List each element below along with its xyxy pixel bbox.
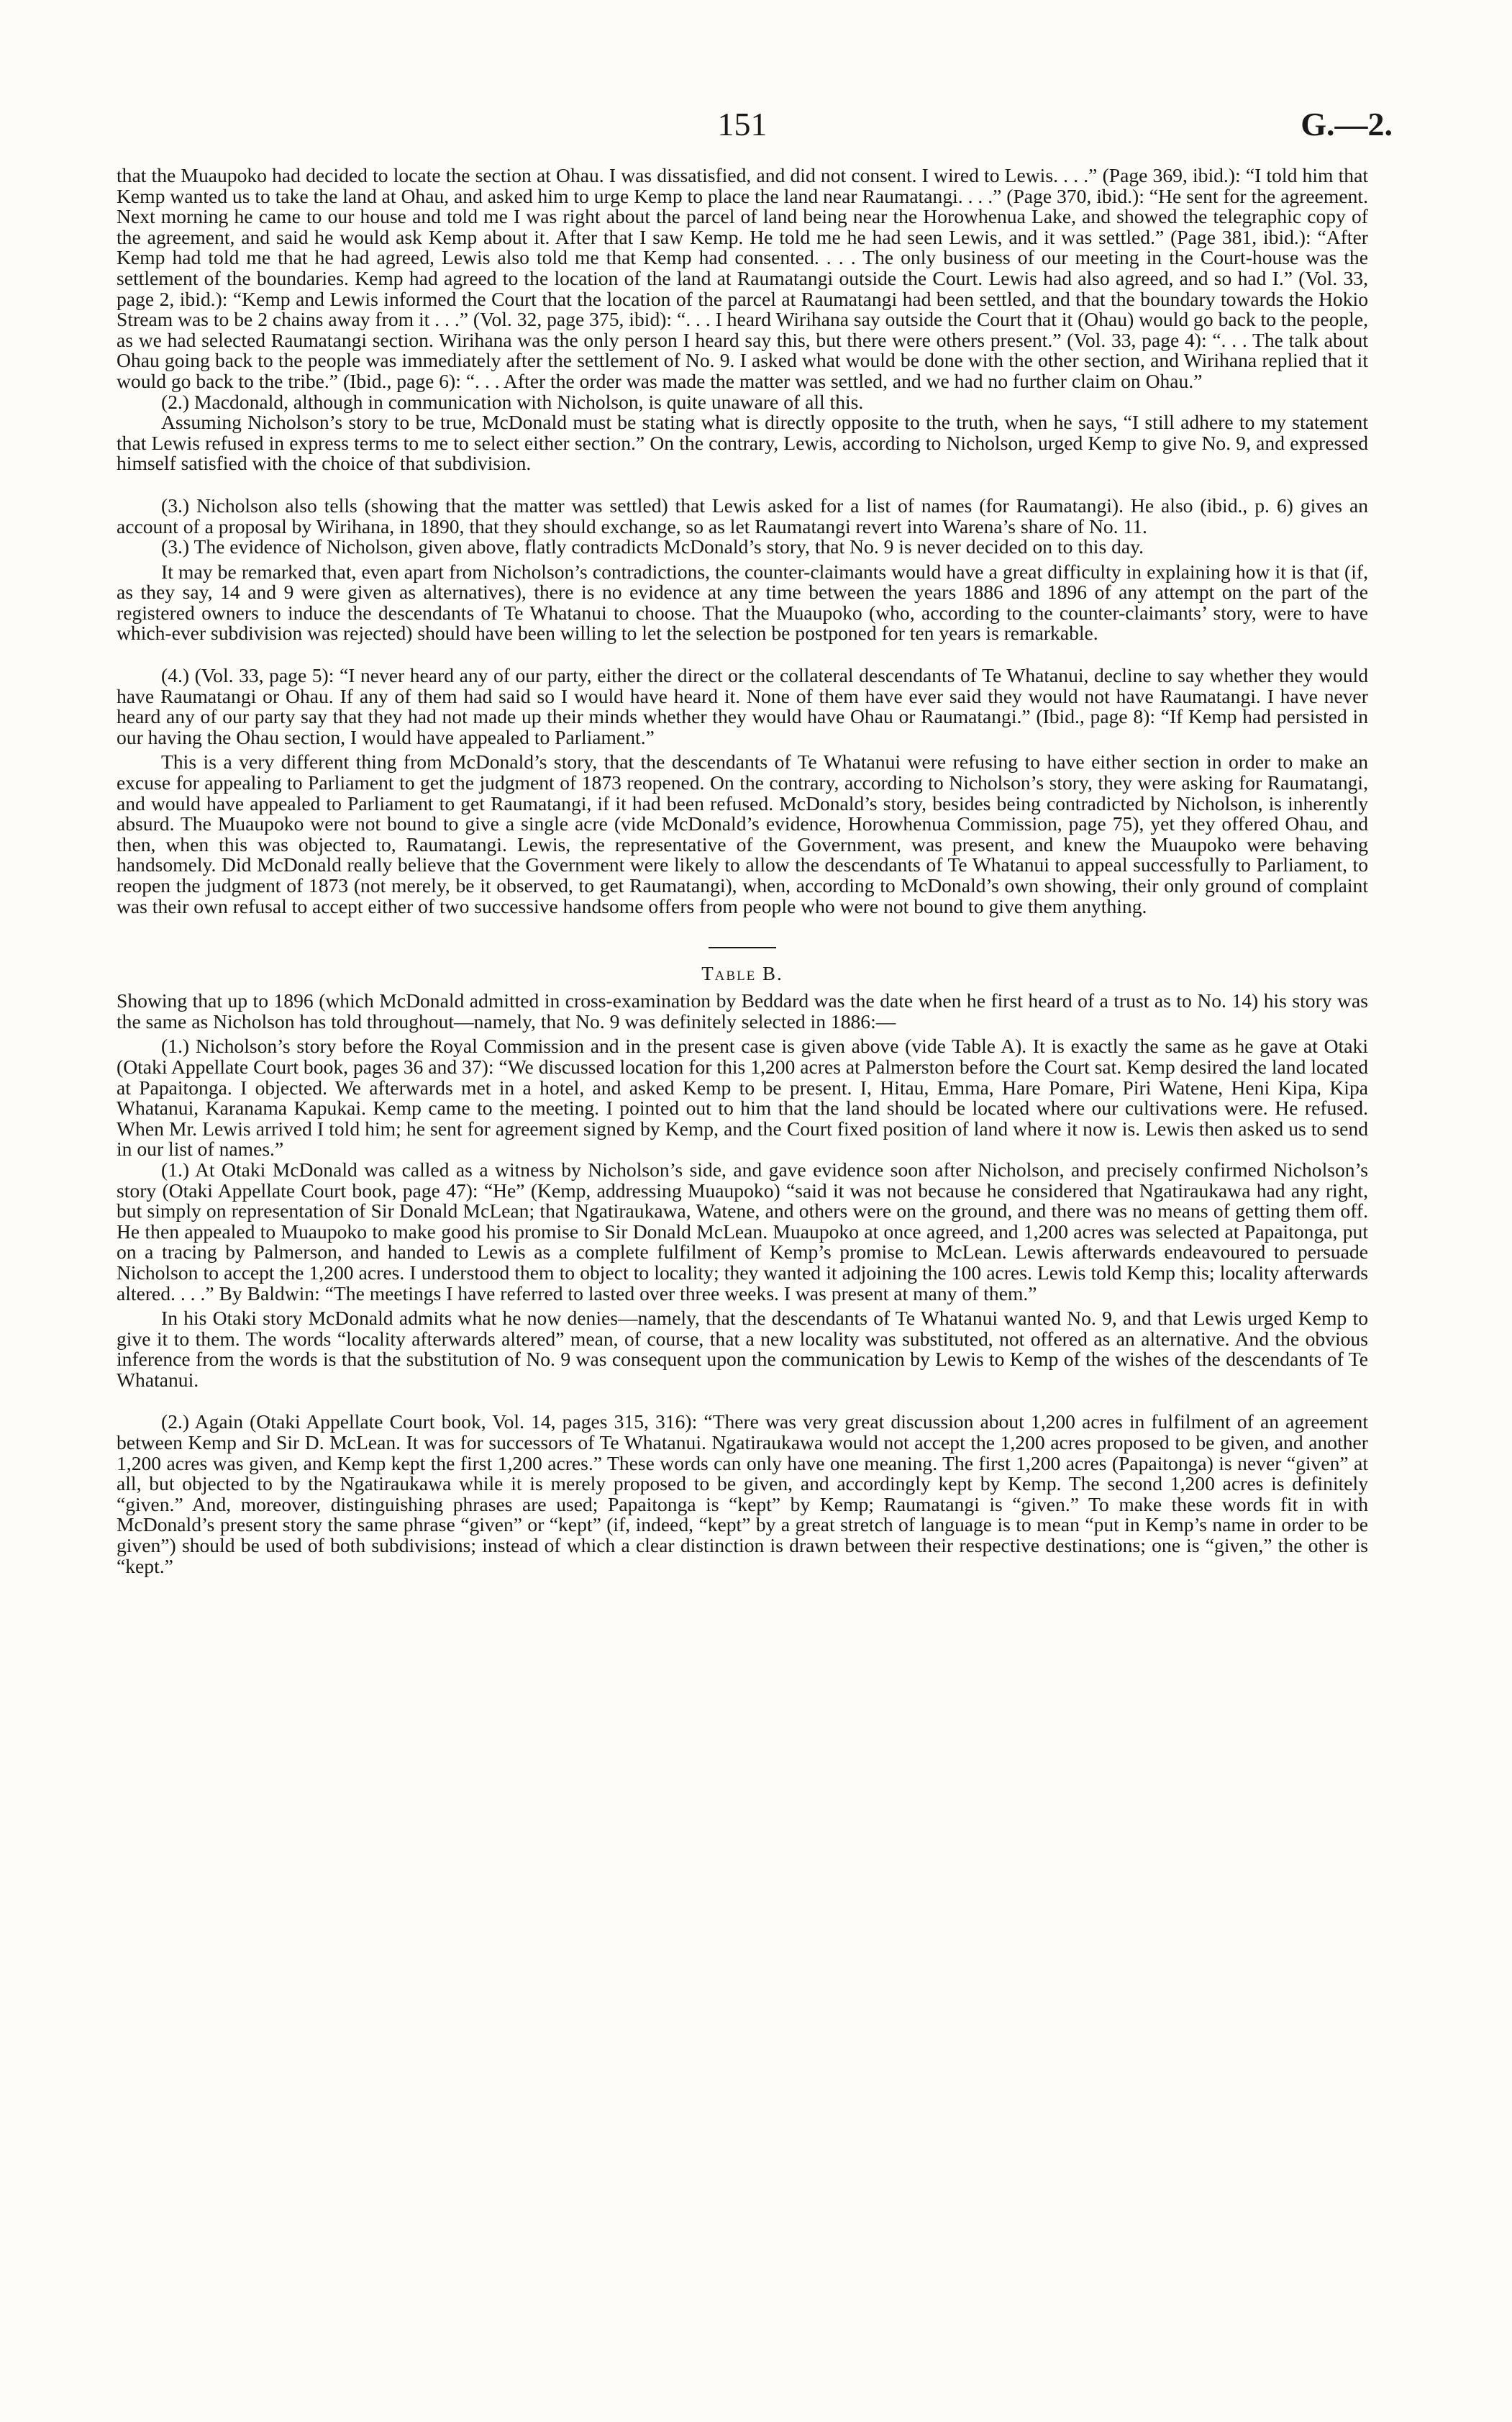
paragraph: (2.) Again (Otaki Appellate Court book, Vol. 14, pages 315, 316): “There was very great discussion about 1,200 acres in fulfilment of an agreement between Kemp and Sir D. McLean. It was for successors of Te Whatanui. Ngatiraukawa would not accept the 1,200 acres proposed to be given, and another 1,200 acres was given, and Kemp kept the first 1,200 acres.” These words can only have one meaning. The first 1,200 acres (Papaitonga) is never “given” at all, but objected to by the Ngatiraukawa while it is merely proposed to be given, and accordingly kept by Kemp. The second 1,200 acres is definitely “given.” And, moreover, distinguishing phrases are used; Papaitonga is “kept” by Kemp; Raumatangi is “given.” To make these words fit in with McDonald’s present story the same phrase “given” or “kept” (if, indeed, “kept” by a great stretch of language is to mean “put in Kemp’s name in order to be given”) should be used of both subdivisions; instead of which a clear distinction is drawn between their respective destinations; one is “given,” the other is “kept.” [117, 1410, 1368, 1577]
document-reference: G.—2. [1301, 106, 1393, 142]
section-gap [117, 644, 1368, 666]
section-gap [117, 1390, 1368, 1412]
paragraph: This is a very different thing from McDonald’s story, that the descendants of Te Whatanui were refusing to have either section in order to make an excuse for appealing to Parliament to get the judgment of 1873 reopened. On the contrary, according to Nicholson’s story, they were asking for Raumatangi, and would have appealed to Parliament to get Raumatangi, if it had been refused. McDonald’s story, besides being contradicted by Nicholson, is inherently absurd. The Muaupoko were not bound to give a single acre (vide McDonald’s evidence, Horowhenua Commission, page 75), yet they offered Ohau, and then, when this was objected to, Raumatangi. Lewis, the representative of the Government, was present, and knew the Muaupoko were behaving handsomely. Did McDonald really believe that the Government were likely to allow the descendants of Te Whatanui to appeal successfully to Parliament, to reopen the judgment of 1873 (not merely, be it observed, to get Raumatangi), when, according to McDonald’s own showing, their only ground of complaint was their own refusal to accept either of two successive handsome offers from people who were not bound to give them anything. [117, 750, 1368, 917]
section-gap [117, 474, 1368, 496]
paragraph: (3.) The evidence of Nicholson, given above, flatly contradicts McDonald’s story, that No. 9 is never decided on to this day. [161, 535, 1144, 558]
page-number: 151 [717, 106, 768, 142]
document-body [117, 165, 1368, 1577]
paragraph: that the Muaupoko had decided to locate the section at Ohau. I was dissatisfied, and did not consent. I wired to Lewis. . . .” (Page 369, ibid.): “I told him that Kemp wanted us to take the land at Ohau, and asked him to urge Kemp to place the land near Raumatangi. . . .” (Page 370, ibid.): “He sent for the agreement. Next morning he came to our house and told me I was right about the parcel of land being near the Horowhenua Lake, and showed the telegraphic copy of the agreement, and said he would ask Kemp about it. After that I saw Kemp. He told me he had seen Lewis, and it was settled.” (Page 381, ibid.): “After Kemp had told me that he had agreed, Lewis also told me that Kemp had consented. . . . The only business of our meeting in the Court-house was the settlement of the boundaries. Kemp had agreed to the location of the land at Raumatangi outside the Court. Lewis had also agreed, and so had I.” (Vol. 33, page 2, ibid.): “Kemp and Lewis informed the Court that the location of the parcel at Raumatangi had been settled, and that the boundary towards the Hokio Stream was to be 2 chains away from it . . .” (Vol. 32, page 375, ibid): “. . . I heard Wirihana say outside the Court that it (Ohau) would go back to the people, as we had selected Raumatangi section. Wirihana was the only person I heard say this, but there were others present.” (Vol. 33, page 4): “. . . The talk about Ohau going back to the people was immediately after the settlement of No. 9. I asked what would be done with the other section, and Wirihana replied that it would go back to the tribe.” (Ibid., page 6): “. . . After the order was made the matter was settled, and we had no further claim on Ohau.” [117, 164, 1368, 392]
paragraph: (1.) Nicholson’s story before the Royal Commission and in the present case is given above (vide Table A). It is exactly the same as he gave at Otaki (Otaki Appellate Court book, pages 36 and 37): “We discussed location for this 1,200 acres at Palmerston before the Court sat. Kemp desired the land located at Papaitonga. I objected. We afterwards met in a hotel, and asked Kemp to be present. I, Hitau, Emma, Hare Pomare, Piri Watene, Heni Kipa, Kipa Whatanui, Karanama Kapukai. Kemp came to the meeting. I pointed out to him that the land should be located where our cultivations were. He refused. When Mr. Lewis arrived I told him; he sent for agreement signed by Kemp, and the Court fixed position of land where it now is. Lewis then asked us to send in our list of names.” [117, 1035, 1368, 1161]
paragraph: In his Otaki story McDonald admits what he now denies—namely, that the descendants of Te Whatanui wanted No. 9, and that Lewis urged Kemp to give it to them. The words “locality afterwards altered” mean, of course, that a new locality was substituted, not offered as an alternative. And the obvious inference from the words is that the substitution of No. 9 was consequent upon the communication by Lewis to Kemp of the wishes of the descendants of Te Whatanui. [117, 1307, 1368, 1391]
table-heading: Table B. [701, 963, 783, 985]
paragraph: (2.) Macdonald, although in communication with Nicholson, is quite unaware of all this. [161, 390, 864, 413]
paragraph: Assuming Nicholson’s story to be true, McDonald must be stating what is directly opposite to the truth, when he says, “I still adhere to my statement that Lewis refused in express terms to me to select either section.” On the contrary, Lewis, according to Nicholson, urged Kemp to give No. 9, and expressed himself satisfied with the choice of that subdivision. [117, 411, 1368, 475]
paragraph: (1.) At Otaki McDonald was called as a witness by Nicholson’s side, and gave evidence soon after Nicholson, and precisely confirmed Nicholson’s story (Otaki Appellate Court book, page 47): “He” (Kemp, addressing Muaupoko) “said it was not because he considered that Ngatiraukawa had any right, but simply on representation of Sir Donald McLean; that Ngatiraukawa, Watene, and others were on the ground, and there was no means of getting them off. He then appealed to Muaupoko to make good his promise to Sir Donald McLean. Muaupoko at once agreed, and 1,200 acres was selected at Papaitonga, put on a tracing by Palmerson, and handed to Lewis as a complete fulfilment of Kemp’s promise to McLean. Lewis afterwards endeavoured to persuade Nicholson to accept the 1,200 acres. I understood them to object to locality; they wanted it adjoining the 100 acres. Lewis told Kemp this; locality afterwards altered. . . .” By Baldwin: “The meetings I have referred to lasted over three weeks. I was present at many of them.” [117, 1158, 1368, 1305]
paragraph: Showing that up to 1896 (which McDonald admitted in cross-examination by Beddard was the date when he first heard of a trust as to No. 14) his story was the same as Nicholson has told throughout—namely, that No. 9 was definitely selected in 1886:— [117, 989, 1368, 1033]
paragraph: (4.) (Vol. 33, page 5): “I never heard any of our party, either the direct or the collateral descendants of Te Whatanui, decline to say whether they would have Raumatangi or Ohau. If any of them had said so I would have heard it. None of them have ever said they would not have Raumatangi. I have never heard any of our party say that they had not made up their minds whether they would have Ohau or Raumatangi.” (Ibid., page 8): “If Kemp had persisted in our having the Ohau section, I would have appealed to Parliament.” [117, 664, 1368, 748]
section-divider [709, 947, 776, 948]
page-header [117, 0, 1393, 165]
paragraph: It may be remarked that, even apart from Nicholson’s contradictions, the counter-claimants would have a great difficulty in explaining how it is that (if, as they say, 14 and 9 were given as alternatives), there is no evidence at any time between the years 1886 and 1896 of any attempt on the part of the registered owners to induce the descendants of Te Whatanui to choose. That the Muaupoko (who, according to the counter-claimants’ story, were to have which-ever subdivision was rejected) should have been willing to let the selection be postponed for ten years is remarkable. [117, 560, 1368, 645]
paragraph: (3.) Nicholson also tells (showing that the matter was settled) that Lewis asked for a list of names (for Raumatangi). He also (ibid., p. 6) gives an account of a proposal by Wirihana, in 1890, that they should exchange, so as let Raumatangi revert into Warena’s share of No. 11. [117, 494, 1368, 538]
